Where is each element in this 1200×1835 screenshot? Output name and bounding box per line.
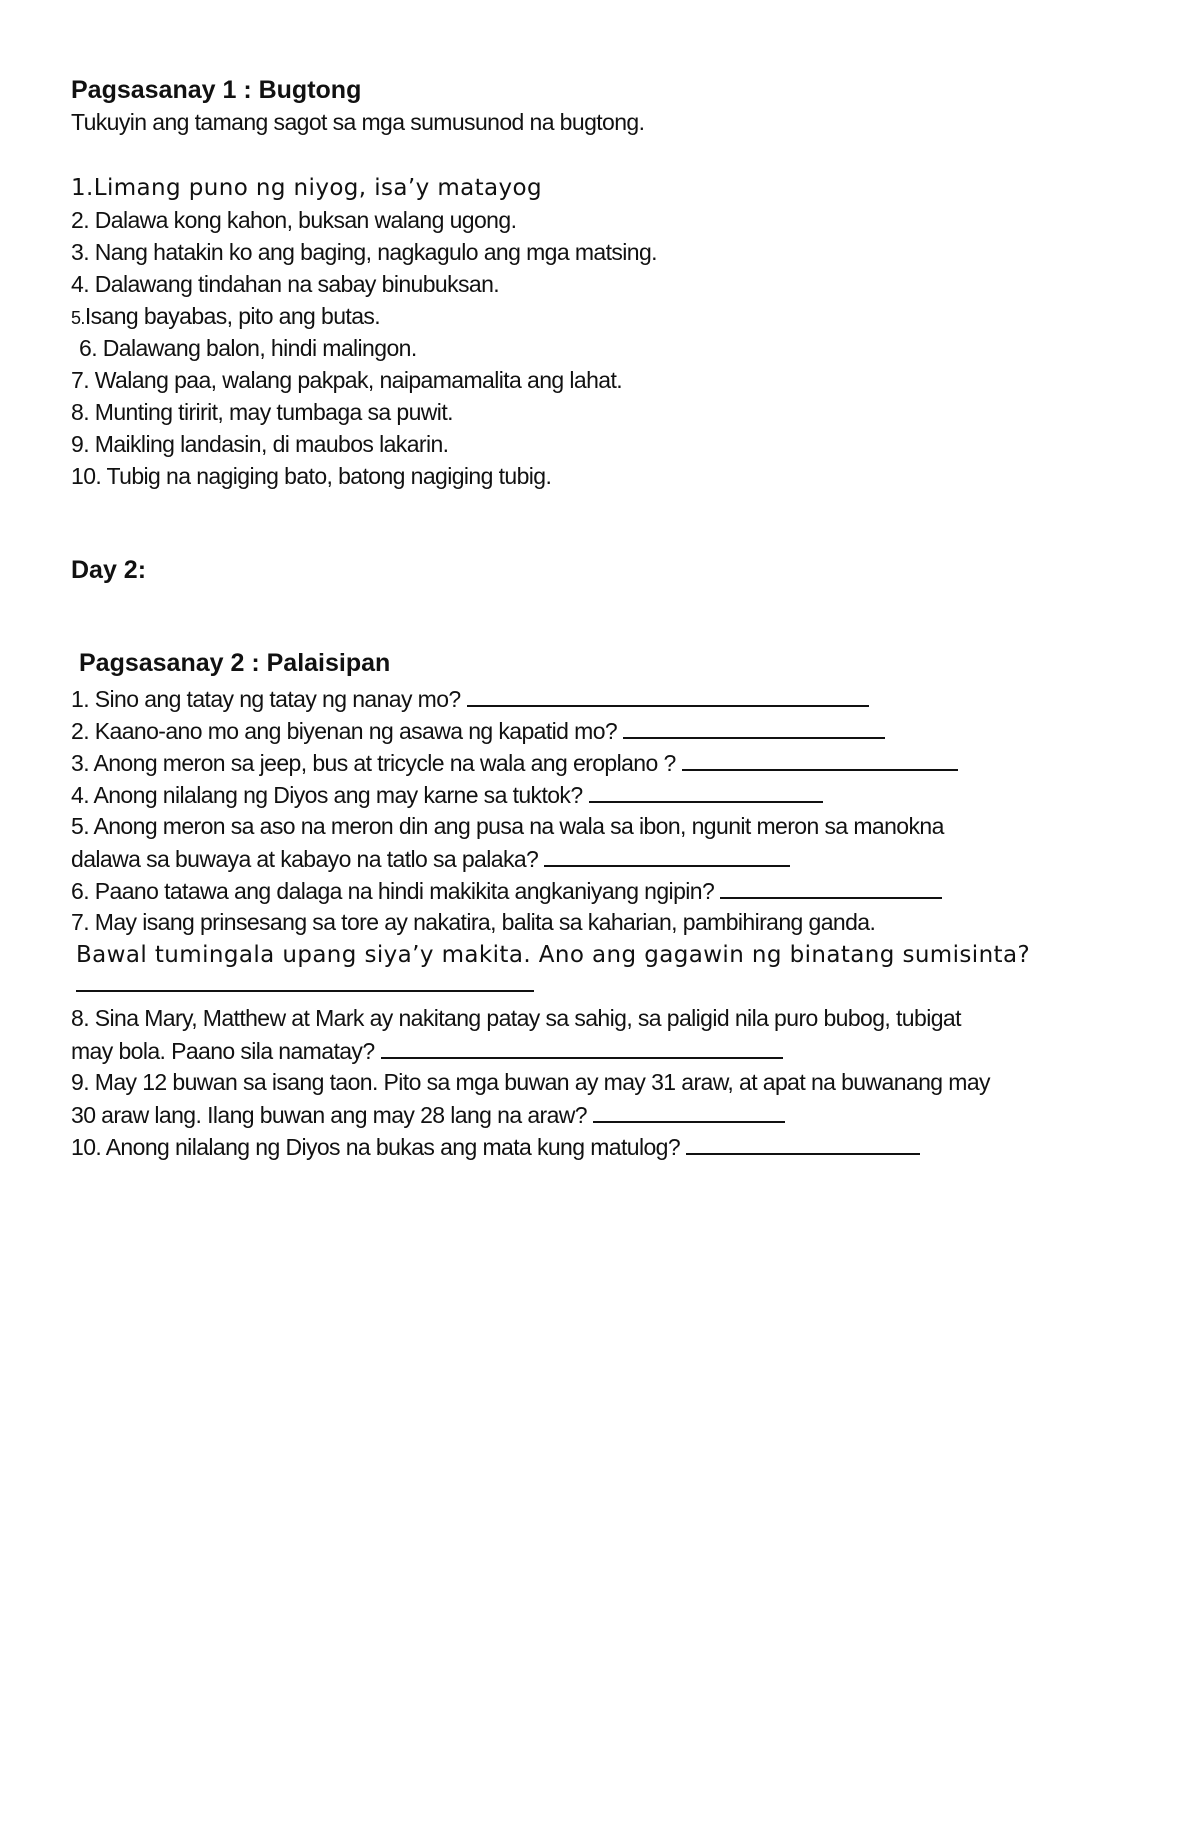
riddle-6: 6. Dalawang balon, hindi malingon. xyxy=(79,335,417,361)
puzzle-2 xyxy=(71,715,885,746)
puzzle-3 xyxy=(71,747,958,778)
puzzle-5-line-1: 5. Anong meron sa aso na meron din ang pusa na wala sa ibon, ngunit meron sa manokna xyxy=(71,813,944,839)
answer-blank-8[interactable] xyxy=(381,1035,783,1059)
puzzle-9-line-1: 9. May 12 buwan sa isang taon. Pito sa mga buwan ay may 31 araw, at apat na buwanang may xyxy=(71,1069,990,1095)
riddle-5 xyxy=(71,301,380,333)
puzzle-10 xyxy=(71,1131,920,1162)
puzzle-9-text: 30 araw lang. Ilang buwan ang may 28 lang na araw? xyxy=(71,1102,587,1128)
puzzle-10-text: 10. Anong nilalang ng Diyos na bukas ang mata kung matulog? xyxy=(71,1134,681,1160)
puzzle-4 xyxy=(71,779,823,810)
puzzle-8-line-2 xyxy=(71,1035,783,1066)
riddle-2: 2. Dalawa kong kahon, buksan walang ugong. xyxy=(71,207,517,233)
riddle-10: 10. Tubig na nagiging bato, batong nagiging tubig. xyxy=(71,463,552,489)
answer-blank-10[interactable] xyxy=(686,1131,920,1155)
puzzle-3-text: 3. Anong meron sa jeep, bus at tricycle na wala ang eroplano ? xyxy=(71,750,676,776)
answer-blank-7[interactable] xyxy=(76,968,534,992)
puzzle-7-line-2: Bawal tumingala upang siya’y makita. Ano ang gagawin ng binatang sumisinta? xyxy=(76,942,1031,968)
answer-blank-9[interactable] xyxy=(593,1099,785,1123)
puzzle-1 xyxy=(71,683,869,714)
riddle-4: 4. Dalawang tindahan na sabay binubuksan. xyxy=(71,271,500,297)
part2-title: Pagsasanay 2 : Palaisipan xyxy=(79,649,391,677)
riddle-5-text: Isang bayabas, pito ang butas. xyxy=(84,303,381,329)
puzzle-4-text: 4. Anong nilalang ng Diyos ang may karne sa tuktok? xyxy=(71,782,583,808)
day2-heading: Day 2: xyxy=(71,556,147,584)
answer-blank-2[interactable] xyxy=(623,715,885,739)
answer-blank-1[interactable] xyxy=(467,683,869,707)
answer-blank-5[interactable] xyxy=(544,843,790,867)
part1-title: Pagsasanay 1 : Bugtong xyxy=(71,76,362,104)
puzzle-6-text: 6. Paano tatawa ang dalaga na hindi makikita angkaniyang ngipin? xyxy=(71,878,715,904)
riddle-3: 3. Nang hatakin ko ang baging, nagkagulo ang mga matsing. xyxy=(71,239,657,265)
puzzle-8-text: may bola. Paano sila namatay? xyxy=(71,1038,375,1064)
riddle-1: 1.Limang puno ng niyog, isa’y matayog xyxy=(71,175,543,201)
puzzle-9-line-2 xyxy=(71,1099,785,1130)
riddle-7: 7. Walang paa, walang pakpak, naipamamalita ang lahat. xyxy=(71,367,623,393)
answer-blank-6[interactable] xyxy=(720,875,942,899)
puzzle-8-line-1: 8. Sina Mary, Matthew at Mark ay nakitang patay sa sahig, sa paligid nila puro bubog, tubigat xyxy=(71,1005,961,1031)
puzzle-7-line-1: 7. May isang prinsesang sa tore ay nakatira, balita sa kaharian, pambihirang ganda. xyxy=(71,909,876,935)
puzzle-1-text: 1. Sino ang tatay ng tatay ng nanay mo? xyxy=(71,686,461,712)
puzzle-5-line-2 xyxy=(71,843,790,874)
puzzle-2-text: 2. Kaano-ano mo ang biyenan ng asawa ng kapatid mo? xyxy=(71,718,618,744)
answer-blank-4[interactable] xyxy=(589,779,823,803)
puzzle-5-text: dalawa sa buwaya at kabayo na tatlo sa palaka? xyxy=(71,846,539,872)
riddle-9: 9. Maikling landasin, di maubos lakarin. xyxy=(71,431,449,457)
part1-instructions: Tukuyin ang tamang sagot sa mga sumusunod na bugtong. xyxy=(71,109,645,135)
riddle-5-number: 5. xyxy=(71,308,85,328)
puzzle-6 xyxy=(71,875,942,906)
riddle-8: 8. Munting tiririt, may tumbaga sa puwit. xyxy=(71,399,453,425)
answer-blank-3[interactable] xyxy=(682,747,958,771)
